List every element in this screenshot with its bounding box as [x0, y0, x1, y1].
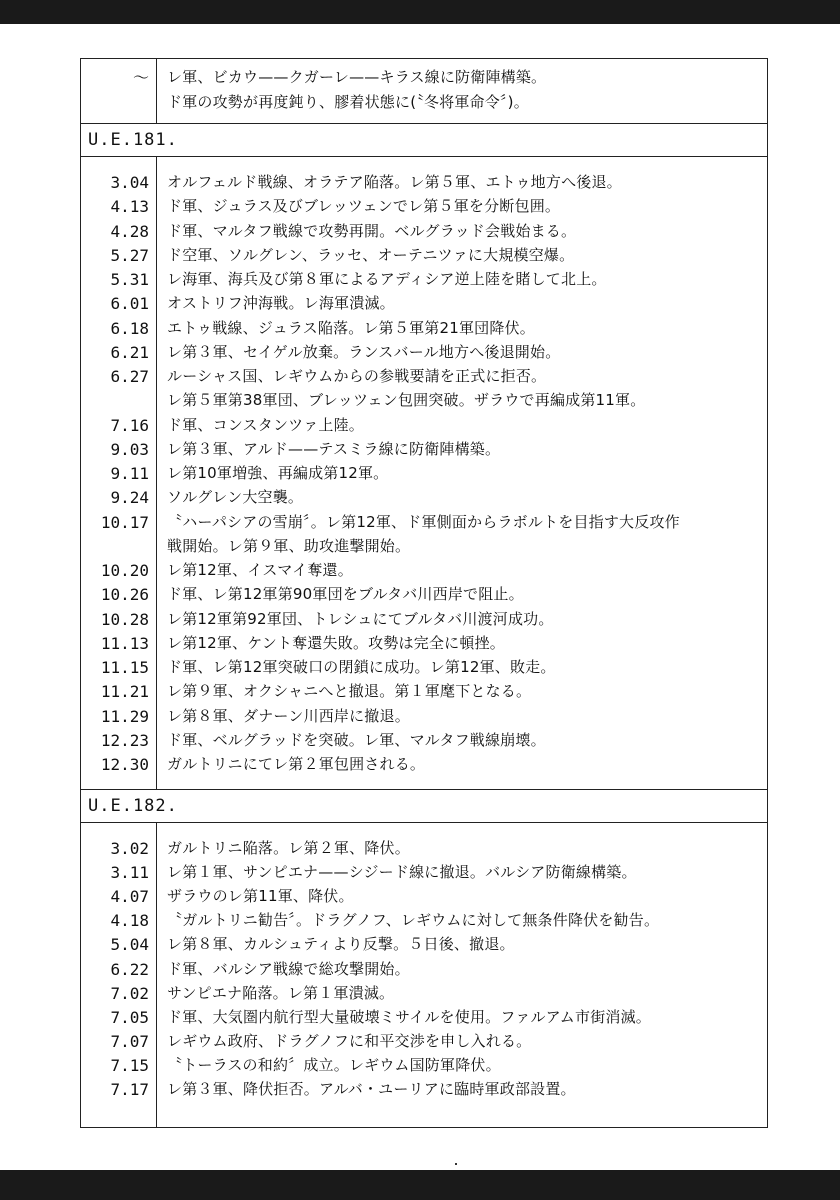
- row-date: 11.21: [100, 682, 149, 702]
- table-row: [81, 462, 767, 485]
- row-text: ド空軍、ソルグレン、ラッセ、オーテニツァに大規模空爆。: [167, 245, 575, 264]
- row-text: ガルトリニにてレ第２軍包囲される。: [167, 755, 426, 773]
- row-date: 6.27: [110, 367, 149, 386]
- row-text: ガルトリニ陥落。レ第２軍、降伏。: [167, 839, 410, 857]
- row-date: 6.22: [110, 959, 149, 979]
- table-row: [81, 341, 767, 364]
- row-text: レ海軍、海兵及び第８軍によるアディシア逆上陸を賭して北上。: [167, 270, 607, 288]
- row-text: 〝トーラスの和約〞成立。レギウム国防軍降伏。: [167, 1055, 501, 1074]
- row-date: 12.30: [100, 755, 149, 774]
- table-row: [81, 729, 767, 752]
- table-row: [81, 1054, 767, 1077]
- row-text: ド軍、バルシア戦線で総攻撃開始。: [167, 959, 410, 978]
- row-date: 11.29: [100, 706, 149, 726]
- row-date: 6.21: [110, 342, 149, 362]
- table-row: [81, 656, 767, 679]
- year-header-label: U.E.182.: [88, 796, 178, 816]
- row-text: サンピエナ陥落。レ第１軍潰滅。: [167, 983, 395, 1002]
- row-date: 〜: [132, 68, 149, 87]
- table-row: [81, 559, 767, 582]
- table-row: [81, 705, 767, 728]
- table-row: [81, 680, 767, 703]
- table-row: [81, 220, 767, 243]
- row-date: 4.07: [110, 887, 149, 907]
- table-row: [81, 583, 767, 606]
- row-date: 5.31: [110, 270, 149, 289]
- row-text: レ第１軍、サンピエナ——シジード線に撤退。バルシア防衛線構築。: [167, 863, 637, 882]
- row-text: ルーシャス国、レギウムからの参戦要請を正式に拒否。: [167, 367, 547, 385]
- chronology-table: [80, 58, 768, 1128]
- row-text: ソルグレン大空襲。: [167, 488, 304, 507]
- table-row: [81, 982, 767, 1005]
- table-row: [81, 535, 767, 558]
- row-text: レ第８軍、カルシュティより反撃。５日後、撤退。: [167, 935, 515, 954]
- row-text: レ第12軍、ケント奪還失敗。攻勢は完全に頓挫。: [167, 633, 505, 652]
- row-date: 4.28: [110, 221, 149, 241]
- row-text: レ第８軍、ダナーン川西岸に撤退。: [167, 706, 410, 725]
- row-text: ド軍、レ第12軍第90軍団をブルタバ川西岸で阻止。: [167, 585, 524, 604]
- row-date: 6.18: [110, 318, 149, 338]
- table-row: [81, 511, 767, 534]
- row-text: レ第５軍第38軍団、ブレッツェン包囲突破。ザラウで再編成第11軍。: [167, 391, 646, 410]
- row-text: レ第12軍、イスマイ奪還。: [167, 561, 353, 579]
- row-date: 7.17: [110, 1080, 149, 1099]
- row-text: レ第12軍第92軍団、トレシュにてブルタバ川渡河成功。: [167, 609, 554, 628]
- bottom-scan-border: [0, 1170, 840, 1200]
- table-row: [81, 608, 767, 631]
- row-text: ザラウのレ第11軍、降伏。: [167, 887, 354, 906]
- row-text: ド軍、大気圏内航行型大量破壊ミサイルを使用。ファルアム市街消滅。: [167, 1007, 652, 1026]
- table-row: [81, 1006, 767, 1029]
- top-scan-border: [0, 0, 840, 24]
- scan-speck: [455, 1163, 457, 1165]
- row-text: ド軍、ジュラス及びブレッツェンでレ第５軍を分断包囲。: [167, 197, 561, 216]
- row-date: 7.15: [110, 1055, 149, 1075]
- pre-block: [81, 59, 767, 123]
- table-row: [81, 365, 767, 388]
- row-date: 5.27: [110, 245, 149, 265]
- row-date: 7.16: [110, 415, 149, 435]
- row-text: ド軍、マルタフ戦線で攻勢再開。ベルグラッド会戦始まる。: [167, 221, 577, 240]
- table-row: [81, 244, 767, 267]
- row-date: 10.17: [100, 512, 149, 532]
- row-text: エトゥ戦線、ジュラス陥落。レ第５軍第21軍団降伏。: [167, 318, 535, 337]
- row-date: 11.15: [100, 658, 149, 677]
- table-row: [81, 837, 767, 860]
- table-row: [81, 171, 767, 194]
- row-text: レ第９軍、オクシャニへと撤退。第１軍麾下となる。: [167, 682, 532, 701]
- row-date: 10.28: [100, 609, 149, 629]
- row-date: 6.01: [110, 294, 149, 314]
- row-date: 7.05: [110, 1007, 149, 1027]
- year-header-label: U.E.181.: [88, 130, 178, 150]
- section-body: [81, 157, 767, 789]
- row-text: レ軍、ビカウ——クガーレ——キラス線に防衛陣構築。: [167, 68, 547, 86]
- table-row: [81, 486, 767, 509]
- row-date: 9.24: [110, 488, 149, 508]
- row-text: 〝ガルトリニ勧告〞。ドラグノフ、レギウムに対して無条件降伏を勧告。: [167, 911, 660, 930]
- row-date: 5.04: [110, 935, 149, 955]
- row-date: 12.23: [100, 730, 149, 750]
- table-row: [81, 389, 767, 412]
- table-row: [81, 933, 767, 956]
- row-date: 9.03: [110, 439, 149, 459]
- table-row: [81, 1078, 767, 1101]
- row-date: 3.11: [110, 863, 149, 883]
- table-row: [81, 632, 767, 655]
- row-text: レ第３軍、降伏拒否。アルバ・ユーリアに臨時軍政部設置。: [167, 1080, 576, 1098]
- table-row: [81, 195, 767, 218]
- table-row: [81, 1030, 767, 1053]
- row-date: 4.13: [110, 197, 149, 217]
- table-row: [81, 292, 767, 315]
- row-date: 10.26: [100, 585, 149, 605]
- table-row: [81, 91, 767, 114]
- row-date: 4.18: [110, 911, 149, 931]
- table-row: [81, 66, 767, 89]
- row-text: オストリフ沖海戦。レ海軍潰滅。: [167, 294, 395, 313]
- year-header: [81, 123, 767, 157]
- row-date: 9.11: [110, 464, 149, 483]
- row-date: 10.20: [100, 561, 149, 580]
- table-row: [81, 753, 767, 776]
- table-row: [81, 861, 767, 884]
- table-row: [81, 414, 767, 437]
- row-text: 〝ハーパシアの雪崩〞。レ第12軍、ド軍側面からラボルトを目指す大反攻作: [167, 512, 680, 531]
- row-text: ド軍の攻勢が再度鈍り、膠着状態に(〝冬将軍命令〞)。: [167, 93, 529, 111]
- row-text: レ第３軍、アルド——テスミラ線に防衛陣構築。: [167, 439, 501, 458]
- table-row: [81, 885, 767, 908]
- row-text: レ第３軍、セイゲル放棄。ランスバール地方へ後退開始。: [167, 342, 561, 361]
- row-text: ド軍、ベルグラッドを突破。レ軍、マルタフ戦線崩壊。: [167, 730, 546, 749]
- row-date: 11.13: [100, 633, 149, 653]
- row-text: レ第10軍増強、再編成第12軍。: [167, 464, 389, 482]
- row-text: オルフェルド戦線、オラテア陥落。レ第５軍、エトゥ地方へ後退。: [167, 173, 622, 191]
- table-row: [81, 268, 767, 291]
- table-row: [81, 958, 767, 981]
- year-header: [81, 789, 767, 823]
- table-row: [81, 317, 767, 340]
- table-row: [81, 909, 767, 932]
- row-text: ド軍、コンスタンツァ上陸。: [167, 415, 365, 434]
- row-text: レギウム政府、ドラグノフに和平交渉を申し入れる。: [167, 1031, 532, 1050]
- table-row: [81, 438, 767, 461]
- row-text: ド軍、レ第12軍突破口の閉鎖に成功。レ第12軍、敗走。: [167, 658, 556, 676]
- row-date: 7.07: [110, 1031, 149, 1051]
- row-date: 3.04: [110, 173, 149, 192]
- row-date: 7.02: [110, 983, 149, 1003]
- section-body: [81, 823, 767, 1127]
- row-text: 戦開始。レ第９軍、助攻進撃開始。: [167, 536, 411, 555]
- row-date: 3.02: [110, 839, 149, 858]
